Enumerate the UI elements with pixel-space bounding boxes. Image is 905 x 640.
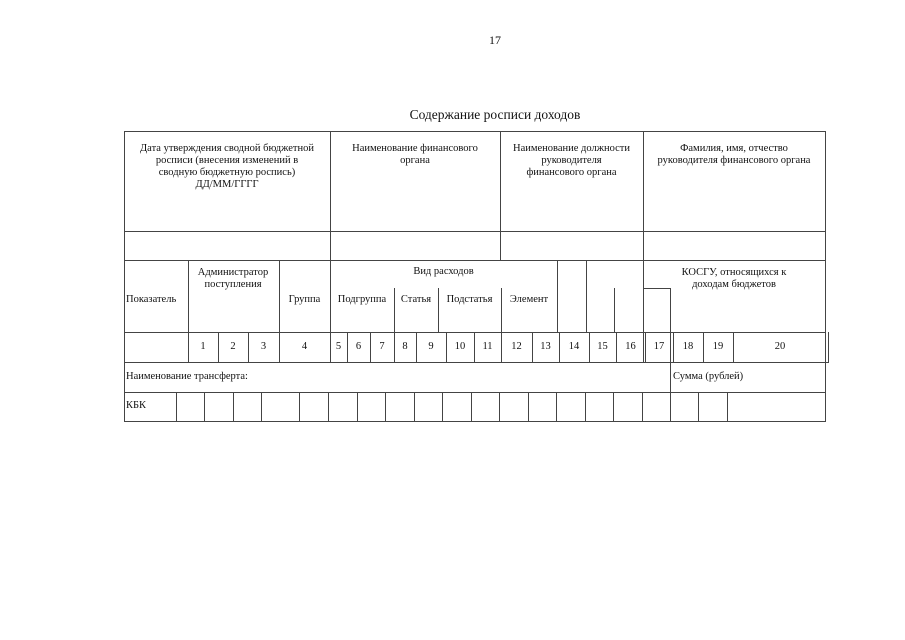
grid-line-horizontal	[124, 131, 826, 132]
grid-line-vertical	[585, 392, 586, 422]
grid-line-vertical	[233, 392, 234, 422]
head-position-line-2: руководителя	[541, 155, 602, 166]
grid-line-horizontal	[124, 392, 826, 393]
head-position-header	[500, 143, 643, 179]
expense-type-header: Вид расходов	[413, 266, 474, 277]
col-number-16: 16	[625, 341, 636, 352]
kbk-label: КБК	[126, 400, 147, 411]
grid-line-horizontal	[124, 231, 826, 232]
approval-date-header	[124, 143, 330, 191]
group-label: Группа	[288, 294, 321, 305]
head-fullname-line-1: Фамилия, имя, отчество	[680, 143, 788, 154]
form-title: Содержание росписи доходов	[409, 107, 581, 122]
col-number-5: 5	[335, 341, 342, 352]
financial-body-line-2: органа	[400, 155, 430, 166]
administrator-line-2: поступления	[204, 279, 262, 290]
col-number-14: 14	[568, 341, 580, 352]
grid-line-vertical	[642, 392, 643, 422]
indicator-label: Показатель	[126, 294, 177, 305]
grid-line-vertical	[471, 392, 472, 422]
grid-line-vertical	[698, 392, 699, 422]
administrator-header	[188, 267, 278, 291]
grid-line-vertical	[204, 392, 205, 422]
grid-line-horizontal	[124, 332, 826, 333]
col-number-8: 8	[402, 341, 408, 352]
subgroup-label: Подгруппа	[337, 294, 387, 305]
financial-body-line-1: Наименование финансового	[352, 143, 478, 154]
col-number-11: 11	[482, 341, 493, 352]
grid-line-vertical	[828, 332, 829, 363]
grid-line-vertical	[299, 392, 300, 422]
approval-date-line-3: сводную бюджетную роспись)	[158, 167, 296, 178]
col-number-17: 17	[653, 341, 665, 352]
grid-line-vertical	[499, 392, 500, 422]
article-label: Статья	[400, 294, 432, 305]
approval-date-format: ДД/ММ/ГГГГ	[195, 179, 259, 190]
col-number-6: 6	[355, 341, 362, 352]
grid-line-vertical	[261, 392, 262, 422]
grid-line-vertical	[556, 392, 557, 422]
col-number-12: 12	[511, 341, 522, 352]
col-number-7: 7	[379, 341, 385, 352]
kosgu-header	[643, 267, 825, 291]
grid-line-vertical	[586, 260, 587, 333]
col-number-15: 15	[597, 341, 608, 352]
grid-line-horizontal	[124, 421, 826, 422]
grid-line-vertical	[557, 260, 558, 333]
kosgu-line-2: доходам бюджетов	[692, 279, 776, 290]
grid-line-vertical	[385, 392, 386, 422]
sum-rubles-label: Сумма (рублей)	[673, 371, 744, 382]
col-number-1: 1	[200, 341, 206, 352]
head-position-line-3: финансового органа	[526, 167, 617, 178]
grid-line-vertical	[328, 392, 329, 422]
grid-line-vertical	[614, 288, 615, 333]
grid-line-vertical	[414, 392, 415, 422]
kosgu-line-1: КОСГУ, относящихся к	[681, 267, 787, 278]
col-number-10: 10	[454, 341, 466, 352]
grid-line-horizontal	[124, 362, 829, 363]
approval-date-line-1: Дата утверждения сводной бюджетной	[140, 143, 314, 154]
page-number: 17	[489, 33, 501, 47]
subarticle-label: Подстатья	[446, 294, 493, 305]
col-number-13: 13	[540, 341, 551, 352]
administrator-line-1: Администратор	[197, 267, 269, 278]
grid-line-vertical	[613, 392, 614, 422]
col-number-4: 4	[301, 341, 308, 352]
grid-line-vertical	[727, 392, 728, 422]
transfer-name-label: Наименование трансферта:	[126, 371, 248, 382]
col-number-19: 19	[712, 341, 724, 352]
grid-line-vertical	[176, 392, 177, 422]
grid-line-vertical	[825, 131, 826, 422]
approval-date-line-2: росписи (внесения изменений в	[155, 155, 299, 166]
col-number-3: 3	[260, 341, 267, 352]
element-label: Элемент	[509, 294, 549, 305]
head-position-line-1: Наименование должности	[513, 143, 630, 154]
grid-line-vertical	[357, 392, 358, 422]
financial-body-name-header	[330, 143, 500, 167]
grid-line-vertical	[442, 392, 443, 422]
grid-line-vertical	[528, 392, 529, 422]
head-fullname-line-2: руководителя финансового органа	[657, 155, 811, 166]
head-fullname-header	[643, 143, 825, 167]
col-number-18: 18	[682, 341, 694, 352]
grid-line-vertical	[670, 392, 671, 422]
col-number-2: 2	[230, 341, 236, 352]
col-number-20: 20	[774, 341, 786, 352]
col-number-9: 9	[428, 341, 434, 352]
grid-line-horizontal	[124, 260, 826, 261]
